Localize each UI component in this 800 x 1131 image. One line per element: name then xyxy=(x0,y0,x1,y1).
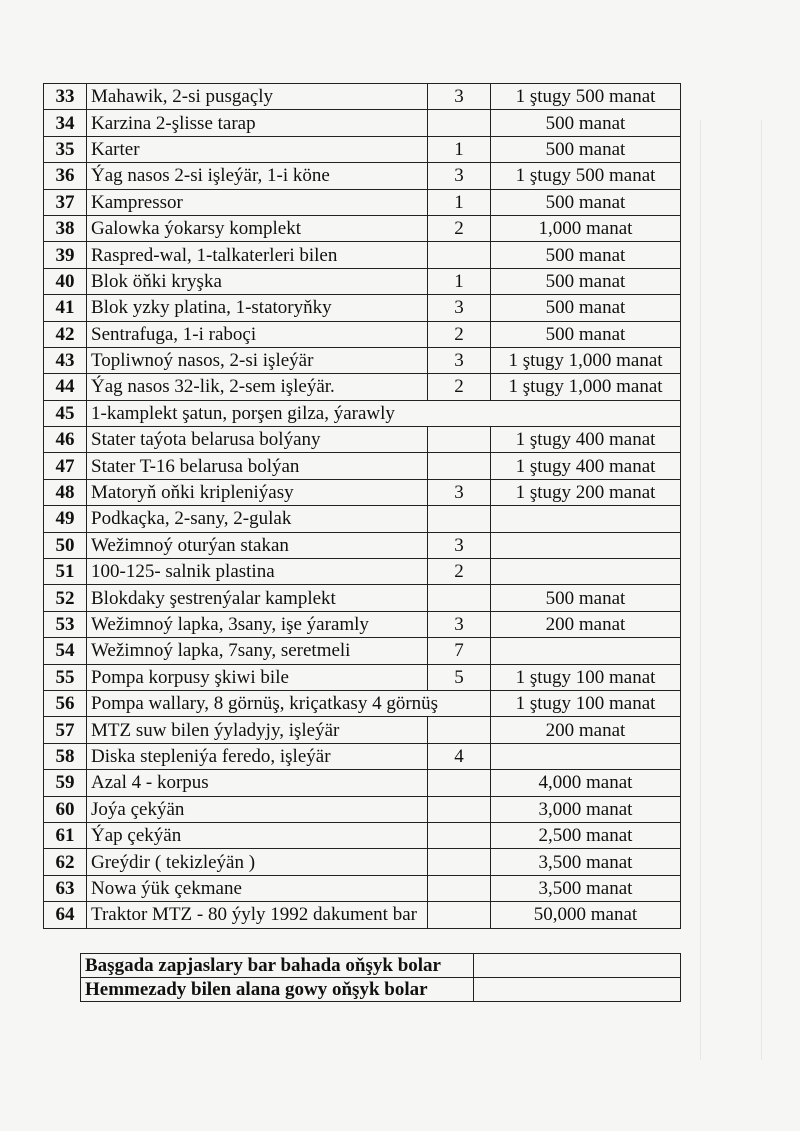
item-name: Ýag nasos 32-lik, 2-sem işleýär. xyxy=(87,374,428,400)
item-price: 500 manat xyxy=(491,585,681,611)
table-row xyxy=(44,664,681,690)
item-quantity: 3 xyxy=(428,163,491,189)
table-row xyxy=(44,163,681,189)
item-price: 1 ştugy 1,000 manat xyxy=(491,374,681,400)
item-name: Ýap çekýän xyxy=(87,822,428,848)
table-row xyxy=(44,427,681,453)
row-number: 49 xyxy=(44,506,87,532)
table-row xyxy=(44,400,681,426)
row-number: 36 xyxy=(44,163,87,189)
row-number: 56 xyxy=(44,690,87,716)
row-number: 57 xyxy=(44,717,87,743)
item-price xyxy=(491,532,681,558)
item-name: Pompa wallary, 8 görnüş, kriçatkasy 4 görnüş xyxy=(87,690,491,716)
item-price xyxy=(491,506,681,532)
table-row xyxy=(44,189,681,215)
item-name: Karzina 2-şlisse tarap xyxy=(87,110,428,136)
table-row xyxy=(44,902,681,928)
item-quantity xyxy=(428,506,491,532)
item-quantity: 1 xyxy=(428,189,491,215)
note-row xyxy=(81,954,681,978)
note-empty-cell xyxy=(474,978,681,1002)
table-row xyxy=(44,770,681,796)
item-name: Diska stepleniýa feredo, işleýär xyxy=(87,743,428,769)
table-row xyxy=(44,796,681,822)
table-row xyxy=(44,295,681,321)
row-number: 59 xyxy=(44,770,87,796)
item-name: Stater taýota belarusa bolýany xyxy=(87,427,428,453)
table-row xyxy=(44,638,681,664)
item-name: Nowa ýük çekmane xyxy=(87,875,428,901)
item-quantity xyxy=(428,849,491,875)
table-row xyxy=(44,585,681,611)
item-quantity xyxy=(428,427,491,453)
item-name: Stater T-16 belarusa bolýan xyxy=(87,453,428,479)
item-name: Matoryň oňki kripleniýasy xyxy=(87,479,428,505)
row-number: 55 xyxy=(44,664,87,690)
note-row xyxy=(81,978,681,1002)
row-number: 61 xyxy=(44,822,87,848)
row-number: 46 xyxy=(44,427,87,453)
item-quantity: 5 xyxy=(428,664,491,690)
row-number: 33 xyxy=(44,84,87,110)
item-quantity: 2 xyxy=(428,559,491,585)
row-number: 42 xyxy=(44,321,87,347)
table-row xyxy=(44,849,681,875)
row-number: 63 xyxy=(44,875,87,901)
table-row xyxy=(44,822,681,848)
item-quantity: 3 xyxy=(428,295,491,321)
table-row xyxy=(44,242,681,268)
item-name: Pompa korpusy şkiwi bile xyxy=(87,664,428,690)
item-name: Greýdir ( tekizleýän ) xyxy=(87,849,428,875)
item-price xyxy=(491,743,681,769)
item-quantity: 3 xyxy=(428,532,491,558)
item-price: 3,500 manat xyxy=(491,849,681,875)
row-number: 38 xyxy=(44,215,87,241)
item-quantity: 3 xyxy=(428,347,491,373)
table-row xyxy=(44,136,681,162)
row-number: 48 xyxy=(44,479,87,505)
row-number: 34 xyxy=(44,110,87,136)
item-quantity: 3 xyxy=(428,479,491,505)
row-number: 43 xyxy=(44,347,87,373)
item-quantity: 2 xyxy=(428,215,491,241)
item-price: 1 ştugy 500 manat xyxy=(491,163,681,189)
row-number: 60 xyxy=(44,796,87,822)
notes-table xyxy=(80,953,681,1002)
table-row xyxy=(44,268,681,294)
row-number: 41 xyxy=(44,295,87,321)
table-row xyxy=(44,453,681,479)
item-quantity: 1 xyxy=(428,268,491,294)
item-quantity xyxy=(428,822,491,848)
row-number: 45 xyxy=(44,400,87,426)
item-name: Ýag nasos 2-si işleýär, 1-i köne xyxy=(87,163,428,189)
row-number: 39 xyxy=(44,242,87,268)
item-price: 2,500 manat xyxy=(491,822,681,848)
table-row xyxy=(44,110,681,136)
item-price: 500 manat xyxy=(491,242,681,268)
item-name: Blok öňki kryşka xyxy=(87,268,428,294)
table-row xyxy=(44,611,681,637)
item-name: Wežimnoý lapka, 3sany, işe ýaramly xyxy=(87,611,428,637)
item-quantity: 3 xyxy=(428,84,491,110)
item-quantity xyxy=(428,242,491,268)
table-row xyxy=(44,84,681,110)
row-number: 53 xyxy=(44,611,87,637)
item-name: Blokdaky şestrenýalar kamplekt xyxy=(87,585,428,611)
row-number: 64 xyxy=(44,902,87,928)
table-row xyxy=(44,717,681,743)
parts-price-table xyxy=(43,83,681,929)
item-price: 1 ştugy 200 manat xyxy=(491,479,681,505)
table-row xyxy=(44,743,681,769)
item-price: 500 manat xyxy=(491,189,681,215)
item-price: 4,000 manat xyxy=(491,770,681,796)
item-quantity xyxy=(428,796,491,822)
item-price: 200 manat xyxy=(491,717,681,743)
item-quantity xyxy=(428,717,491,743)
note-text: Başgada zapjaslary bar bahada oňşyk bolar xyxy=(81,954,474,978)
item-quantity: 1 xyxy=(428,136,491,162)
row-number: 58 xyxy=(44,743,87,769)
item-price: 1 ştugy 100 manat xyxy=(491,664,681,690)
item-quantity: 2 xyxy=(428,374,491,400)
table-row xyxy=(44,321,681,347)
item-price: 1,000 manat xyxy=(491,215,681,241)
table-row xyxy=(44,479,681,505)
item-name: 1-kamplekt şatun, porşen gilza, ýarawly xyxy=(87,400,681,426)
item-quantity xyxy=(428,110,491,136)
item-name: Podkaçka, 2-sany, 2-gulak xyxy=(87,506,428,532)
item-name: Topliwnoý nasos, 2-si işleýär xyxy=(87,347,428,373)
item-name: MTZ suw bilen ýyladyjy, işleýär xyxy=(87,717,428,743)
row-number: 50 xyxy=(44,532,87,558)
item-price: 500 manat xyxy=(491,136,681,162)
table-row xyxy=(44,875,681,901)
item-name: Blok yzky platina, 1-statoryňky xyxy=(87,295,428,321)
item-name: Mahawik, 2-si pusgaçly xyxy=(87,84,428,110)
row-number: 35 xyxy=(44,136,87,162)
item-price: 500 manat xyxy=(491,268,681,294)
table-row xyxy=(44,690,681,716)
table-row xyxy=(44,506,681,532)
item-price: 1 ştugy 100 manat xyxy=(491,690,681,716)
row-number: 40 xyxy=(44,268,87,294)
item-name: Kampressor xyxy=(87,189,428,215)
row-number: 54 xyxy=(44,638,87,664)
item-quantity xyxy=(428,770,491,796)
item-name: Galowka ýokarsy komplekt xyxy=(87,215,428,241)
item-name: Sentrafuga, 1-i raboçi xyxy=(87,321,428,347)
item-price: 3,000 manat xyxy=(491,796,681,822)
item-price: 3,500 manat xyxy=(491,875,681,901)
item-name: Azal 4 - korpus xyxy=(87,770,428,796)
table-row xyxy=(44,347,681,373)
item-name: Wežimnoý lapka, 7sany, seretmeli xyxy=(87,638,428,664)
item-quantity xyxy=(428,902,491,928)
item-name: Raspred-wal, 1-talkaterleri bilen xyxy=(87,242,428,268)
table-row xyxy=(44,532,681,558)
item-name: 100-125- salnik plastina xyxy=(87,559,428,585)
row-number: 52 xyxy=(44,585,87,611)
note-empty-cell xyxy=(474,954,681,978)
item-price: 500 manat xyxy=(491,110,681,136)
item-price: 500 manat xyxy=(491,321,681,347)
parts-table-body xyxy=(44,84,681,929)
item-price: 1 ştugy 400 manat xyxy=(491,427,681,453)
row-number: 51 xyxy=(44,559,87,585)
item-quantity: 2 xyxy=(428,321,491,347)
item-price xyxy=(491,559,681,585)
item-name: Karter xyxy=(87,136,428,162)
item-price: 50,000 manat xyxy=(491,902,681,928)
item-name: Traktor MTZ - 80 ýyly 1992 dakument bar xyxy=(87,902,428,928)
note-text: Hemmezady bilen alana gowy oňşyk bolar xyxy=(81,978,474,1002)
item-price: 1 ştugy 400 manat xyxy=(491,453,681,479)
item-quantity xyxy=(428,453,491,479)
item-price: 200 manat xyxy=(491,611,681,637)
item-quantity: 3 xyxy=(428,611,491,637)
item-quantity: 7 xyxy=(428,638,491,664)
item-quantity: 4 xyxy=(428,743,491,769)
item-quantity xyxy=(428,585,491,611)
row-number: 37 xyxy=(44,189,87,215)
item-quantity xyxy=(428,875,491,901)
item-price: 500 manat xyxy=(491,295,681,321)
row-number: 44 xyxy=(44,374,87,400)
item-price: 1 ştugy 1,000 manat xyxy=(491,347,681,373)
item-price: 1 ştugy 500 manat xyxy=(491,84,681,110)
row-number: 62 xyxy=(44,849,87,875)
row-number: 47 xyxy=(44,453,87,479)
item-name: Joýa çekýän xyxy=(87,796,428,822)
table-row xyxy=(44,374,681,400)
item-price xyxy=(491,638,681,664)
table-row xyxy=(44,215,681,241)
show-through-background xyxy=(700,120,762,1060)
item-name: Wežimnoý oturýan stakan xyxy=(87,532,428,558)
table-row xyxy=(44,559,681,585)
